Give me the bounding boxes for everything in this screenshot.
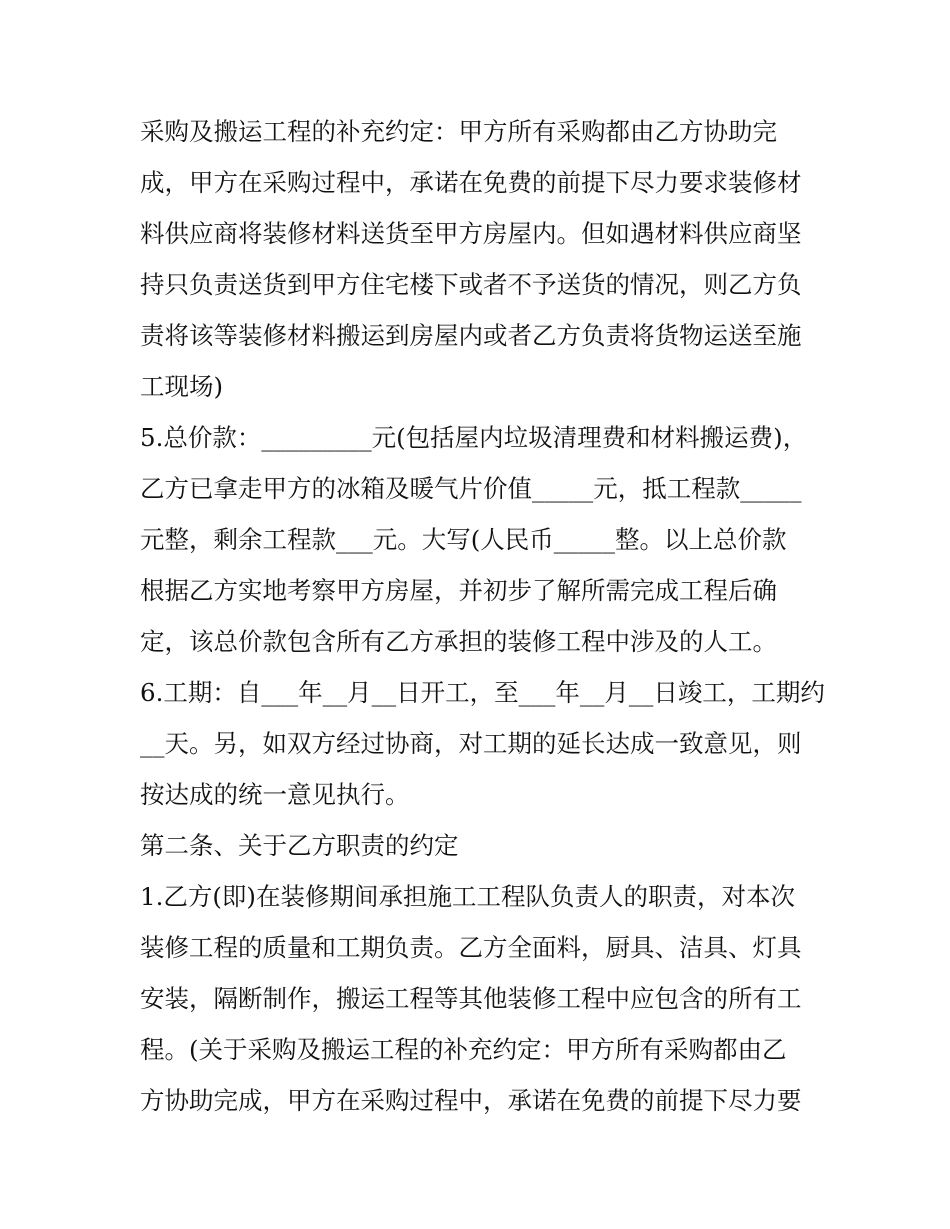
- text-line: 5.总价款：_________元(包括屋内垃圾清理费和材料搬运费)，: [140, 423, 808, 452]
- text-line: 方协助完成，甲方在采购过程中，承诺在免费的前提下尽力要: [140, 1086, 802, 1115]
- text-line: 程。(关于采购及搬运工程的补充约定：甲方所有采购都由乙: [140, 1035, 787, 1064]
- text-line: 料供应商将装修材料送货至甲方房屋内。但如遇材料供应商坚: [140, 219, 802, 248]
- text-line: 持只负责送货到甲方住宅楼下或者不予送货的情况，则乙方负: [140, 270, 802, 299]
- text-line: 定，该总价款包含所有乙方承担的装修工程中涉及的人工。: [140, 627, 777, 656]
- text-line: 按达成的统一意见执行。: [140, 780, 410, 809]
- contract-text: [140, 106, 825, 1126]
- text-line: 1.乙方(即)在装修期间承担施工工程队负责人的职责，对本次: [140, 882, 795, 911]
- text-line: __天。另，如双方经过协商，对工期的延长达成一致意见，则: [140, 729, 802, 758]
- text-line: 安装，隔断制作，搬运工程等其他装修工程中应包含的所有工: [140, 984, 802, 1013]
- section-heading: 第二条、关于乙方职责的约定: [140, 831, 459, 860]
- text-line: 装修工程的质量和工期负责。乙方全面料，厨具、洁具、灯具: [140, 933, 802, 962]
- text-line: 根据乙方实地考察甲方房屋，并初步了解所需完成工程后确: [140, 576, 777, 605]
- text-line: 工现场): [140, 372, 224, 401]
- text-line: 责将该等装修材料搬运到房屋内或者乙方负责将货物运送至施: [140, 321, 802, 350]
- text-line: 乙方已拿走甲方的冰箱及暖气片价值_____元，抵工程款_____: [140, 474, 802, 503]
- text-line: 6.工期：自___年__月__日开工，至___年__月__日竣工，工期约: [140, 678, 825, 707]
- text-line: 元整，剩余工程款___元。大写(人民币_____整。以上总价款: [140, 525, 787, 554]
- text-line: 采购及搬运工程的补充约定：甲方所有采购都由乙方协助完: [140, 117, 777, 146]
- text-line: 成，甲方在采购过程中，承诺在免费的前提下尽力要求装修材: [140, 168, 802, 197]
